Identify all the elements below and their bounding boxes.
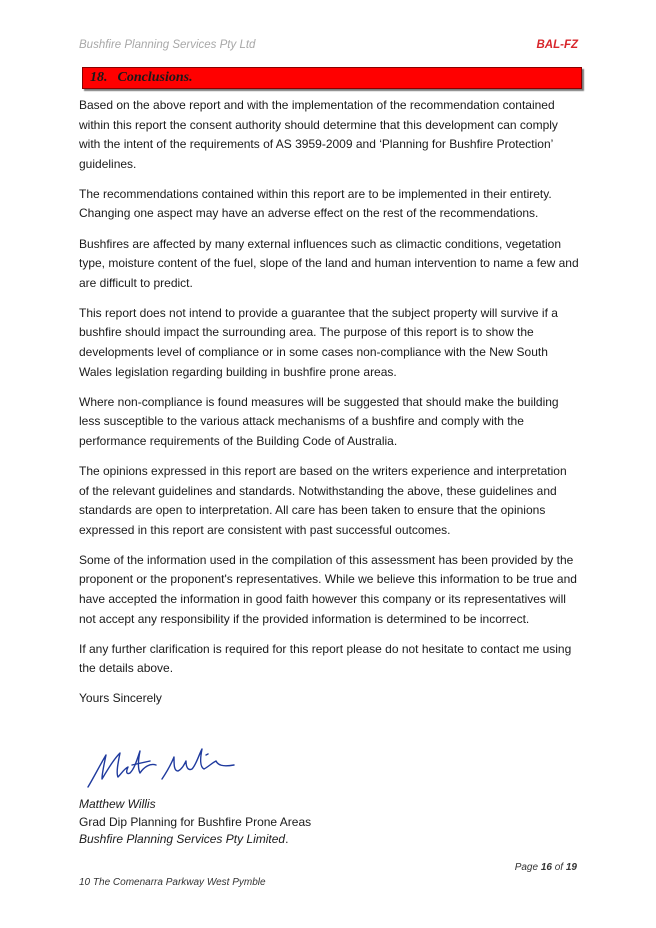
- section-number: 18.: [90, 70, 108, 85]
- handwritten-signature: [84, 743, 244, 793]
- signatory-company: Bushfire Planning Services Pty Limited: [79, 832, 286, 846]
- paragraph: This report does not intend to provide a guarantee that the subject property will survive if a bushfire should impact the surrounding area. The purpose of this report is to show the developments level of compliance or in some cases non-compliance with the New South Wales legislation regarding building in bushfire prone areas.: [79, 305, 558, 379]
- page-number: [515, 862, 577, 873]
- header-company-name: Bushfire Planning Services Pty Ltd: [79, 39, 256, 51]
- page-of: of: [554, 862, 564, 873]
- page-current: 16: [540, 862, 552, 873]
- paragraph: If any further clarification is required for this report please do not hesitate to contact me using the details above.: [79, 641, 572, 676]
- section-heading-bar: [82, 67, 582, 89]
- paragraph: Bushfires are affected by many external influences such as climactic conditions, vegetation type, moisture content of the fuel, slope of the land and human intervention to name a few and are difficult to predict.: [79, 236, 579, 290]
- page-label: Page: [514, 862, 539, 873]
- paragraph: Some of the information used in the compilation of this assessment has been provided by the proponent or the proponent's representatives. While we believe this information to be true and have accepted the information in good faith however this company or its representatives will not accept any responsibility if the provided information is determined to be incorrect.: [79, 552, 577, 626]
- conclusions-body: [79, 96, 579, 720]
- signatory-name: Matthew Willis: [79, 797, 156, 811]
- page-total: 19: [565, 862, 577, 873]
- footer-address: 10 The Comenarra Parkway West Pymble: [79, 877, 266, 888]
- paragraph: The recommendations contained within this report are to be implemented in their entirety. Changing one aspect may have an adverse effect on the rest of the recommendations.: [79, 186, 552, 221]
- closing-salutation: Yours Sincerely: [79, 691, 162, 706]
- section-title: Conclusions.: [117, 70, 193, 85]
- signatory-qualification: Grad Dip Planning for Bushfire Prone Areas: [79, 814, 312, 829]
- paragraph: The opinions expressed in this report are based on the writers experience and interpretation of the relevant guidelines and standards. Notwithstanding the above, these guidelines and standards are open to interpretation. All care has been taken to ensure that the opinions expressed in this report are consistent with past successful outcomes.: [79, 464, 567, 537]
- header-bal-code: BAL-FZ: [536, 39, 578, 51]
- signature-block: [79, 796, 311, 849]
- paragraph: Based on the above report and with the implementation of the recommendation contained within this report the consent authority should determine that this development can comply with the intent of the requirements of AS 3959-2009 and ‘Planning for Bushfire Protection’ guidelines.: [79, 98, 558, 171]
- paragraph: Where non-compliance is found measures will be suggested that should make the building less susceptible to the various attack mechanisms of a bushfire and comply with the performance requirements of the Building Code of Australia.: [79, 394, 559, 448]
- signatory-company-suffix: .: [285, 832, 289, 846]
- section-heading: [90, 70, 193, 86]
